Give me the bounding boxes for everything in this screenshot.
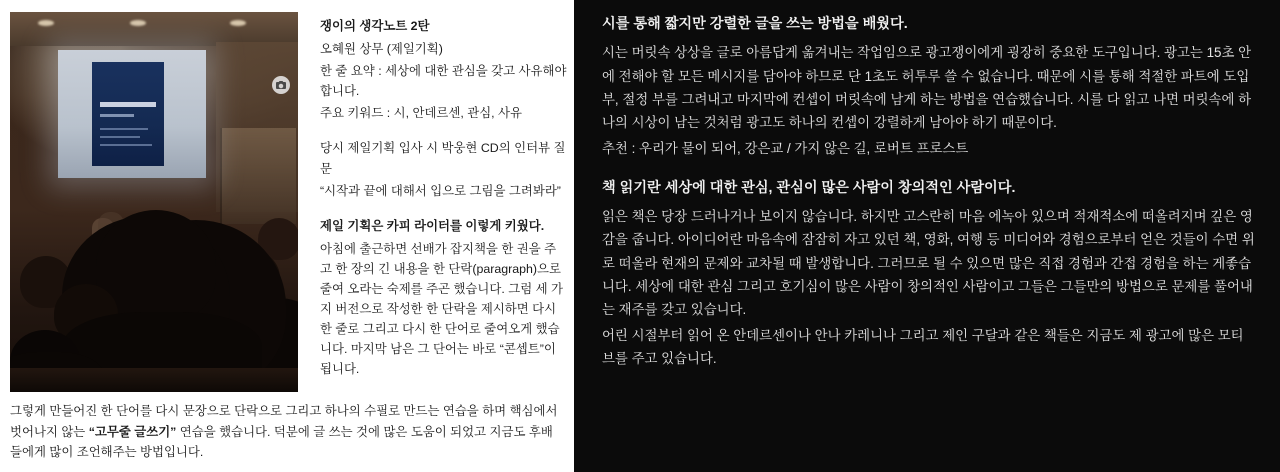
camera-icon xyxy=(272,76,290,94)
section-2-heading: 책 읽기란 세상에 대한 관심, 관심이 많은 사람이 창의적인 사람이다. xyxy=(602,179,1016,196)
note-top-row xyxy=(10,12,568,392)
note-title: 쟁이의 생각노트 2탄 xyxy=(320,19,430,33)
window xyxy=(220,128,296,224)
spacer xyxy=(320,125,568,138)
note-section-body: 아침에 출근하면 선배가 잡지책을 한 권을 주고 한 장의 긴 내용을 한 단락(paragraph)으로 줄여 오라는 숙제를 주곤 했습니다. 그럼 세 가지 버전으로 작성한 한 단락을 제시하면 다시 한 줄로 그리고 다시 한 단어로 줄여오게 했습니다. 마지막 남은 그 단어는 바로 “콘셉트”이 됩니다. xyxy=(320,241,563,377)
spacer xyxy=(602,160,1256,178)
note-interview-intro: 당시 제일기획 입사 시 박웅현 CD의 인터뷰 질문 xyxy=(320,141,566,176)
lecture-audience-photo xyxy=(10,12,298,392)
section-2-body: 읽은 책은 당장 드러나거나 보이지 않습니다. 하지만 고스란히 마음 에녹아 있으며 적재적소에 떠올려지며 깊은 영감을 줍니다. 아이디어란 마음속에 잠잠히 자고 있던 책, 영화, 여행 등 미디어와 경험으로부터 얻은 것들이 수면 위로 떠올라 현재의 문제와 교차될 때 발생합니다. 그러므로 될 수 있으면 많은 직접 경험과 간접 경험을 하는 게좋습니다. 세상에 대한 관심 그리고 호기심이 많은 사람이 창의적인 사람이고 그들은 그들만의 방법으로 문제를 풀어내는 재주를 갖고 있습니다. xyxy=(602,209,1255,318)
note-closing-paragraph xyxy=(10,401,568,463)
ceiling xyxy=(10,12,298,46)
section-2-extra: 어린 시절부터 읽어 온 안데르센이나 안나 카레니나 그리고 제인 구달과 같은 책들은 지금도 제 광고에 많은 모티브를 주고 있습니다. xyxy=(602,327,1244,367)
ceiling-light xyxy=(230,20,246,26)
projection-screen xyxy=(58,50,206,178)
photo-background xyxy=(10,12,298,392)
slide-title-bar xyxy=(100,102,156,107)
note-interview-quote: “시작과 끝에 대해서 입으로 그림을 그려봐라” xyxy=(320,183,561,198)
note-summary: 한 줄 요약 : 세상에 대한 관심을 갖고 사유해야 합니다. xyxy=(320,64,567,99)
note-keywords: 주요 키워드 : 시, 안데르센, 관심, 사유 xyxy=(320,106,522,121)
note-closing-highlight: “고무줄 글쓰기” xyxy=(88,424,177,439)
spacer xyxy=(320,203,568,216)
note-closing-post: 연습을 했습니다. 덕분에 글 쓰는 것에 많은 도움이 되었고 지금도 후배들에게 많이 조언해주는 방법입니다. xyxy=(10,424,553,460)
left-note-panel xyxy=(0,0,574,472)
right-article-panel xyxy=(574,0,1280,472)
ceiling-light xyxy=(38,20,54,26)
note-section-title: 제일 기획은 카피 라이터를 이렇게 키웠다. xyxy=(320,218,545,233)
slide-text-line xyxy=(100,144,152,146)
section-1-heading: 시를 통해 짧지만 강렬한 글을 쓰는 방법을 배웠다. xyxy=(602,16,908,32)
section-1-recommendation: 추천 : 우리가 물이 되어, 강은교 / 가지 않은 길, 로버트 프로스트 xyxy=(602,140,969,156)
note-closing-pre: 그렇게 만들어진 한 단어를 다시 문장으로 단락으로 그리고 하나의 수필로 만드는 연습을 하며 핵심에서 벗어나지 않는 xyxy=(10,404,558,439)
slide-text-line xyxy=(100,136,140,138)
foreground-shadow xyxy=(10,368,298,392)
presentation-slide xyxy=(92,62,164,166)
slide-subtitle-bar xyxy=(100,114,134,117)
section-1-body: 시는 머릿속 상상을 글로 아름답게 옮겨내는 작업임으로 광고쟁이에게 굉장히 중요한 도구입니다. 광고는 15초 안에 전해야 할 모든 메시지를 담아야 하므로 단 1초도 허투루 쓸 수 없습니다. 때문에 시를 통해 적절한 파트에 도입부, 절정 부를 그려내고 마지막에 컨셉이 머릿속에 남게 하는 방법을 연습했습니다. 시를 다 읽고 나면 머릿속에 하나의 시상이 남는 것처럼 광고도 하나의 컨셉이 강렬하게 남아야 하기 때문이다. xyxy=(602,45,1252,131)
ceiling-light xyxy=(130,20,146,26)
note-text-column xyxy=(298,12,568,382)
note-speaker: 오혜원 상무 (제일기획) xyxy=(320,42,443,57)
slide-text-line xyxy=(100,128,148,130)
